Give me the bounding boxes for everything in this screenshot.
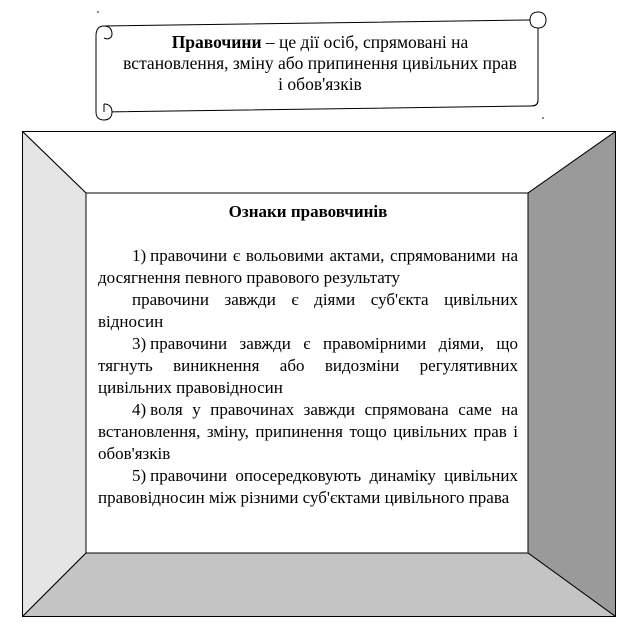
feature-item-1: [98, 245, 518, 289]
feature-item-2: [98, 289, 518, 333]
definition-term: Правочини: [171, 32, 262, 52]
feature-text: правочини є вольовими актами, спрямованими на досягнення певного правового результату: [98, 246, 518, 287]
feature-item-4: [98, 399, 518, 465]
features-panel: [22, 131, 616, 617]
feature-number: 1): [132, 246, 147, 265]
feature-number: 5): [132, 466, 147, 485]
definition-text: [120, 32, 520, 95]
feature-item-3: [98, 333, 518, 399]
feature-text: правочини завжди є діями суб'єкта цивільних відносин: [98, 290, 518, 331]
feature-number: 3): [132, 334, 147, 353]
panel-content: [86, 193, 528, 553]
definition-body: – це дії осіб, спрямовані на встановлення, зміну або припинення цивільних прав і обов'язків: [123, 32, 517, 94]
definition-scroll: [0, 0, 637, 125]
feature-item-5: [98, 465, 518, 509]
panel-title: Ознаки правовчинів: [228, 202, 388, 221]
feature-number: 4): [132, 400, 147, 419]
feature-text: правочини опосередковують динаміку цивільних правовідносин між різними суб'єктами цивільного права: [98, 466, 518, 507]
feature-text: правочини завжди є правомірними діями, що тягнуть виникнення або видозміни регулятивних цивільних правовідносин: [98, 334, 518, 397]
feature-text: воля у правочинах завжди спрямована саме на встановлення, зміну, припинення тощо цивільних прав і обов'язків: [98, 400, 518, 463]
